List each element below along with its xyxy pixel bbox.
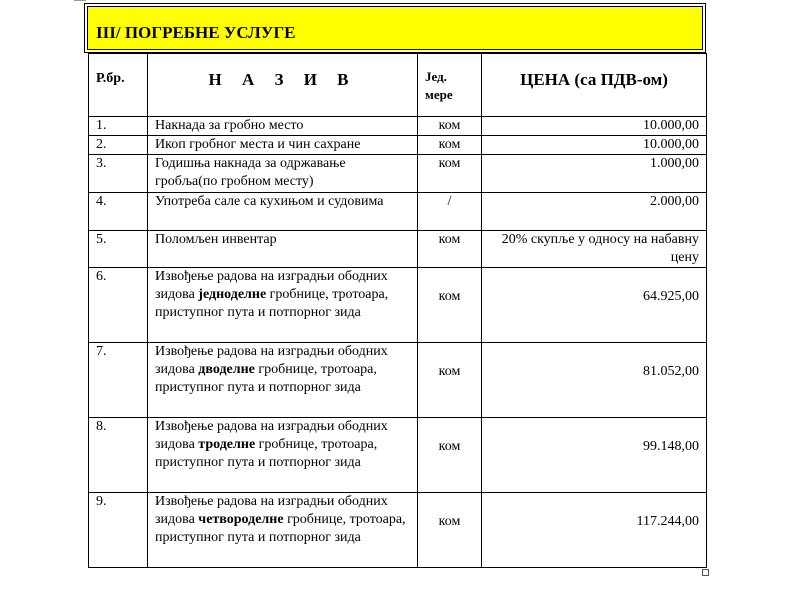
row-name-bold: троделне — [198, 437, 256, 452]
row-price: 64.925,00 — [482, 268, 707, 343]
row-price: 2.000,00 — [482, 193, 707, 231]
row-unit: ком — [418, 343, 482, 418]
row-price: 99.148,00 — [482, 418, 707, 493]
row-num: 3. — [89, 155, 148, 193]
row-unit: ком — [418, 268, 482, 343]
section-banner-fill — [87, 6, 703, 50]
price-table — [88, 53, 707, 568]
row-name — [148, 268, 418, 343]
row-num: 2. — [89, 136, 148, 155]
row-name-text: Извођење радова на изградњи ободних зидова — [155, 344, 388, 377]
row-name-bold: четвороделне — [198, 512, 284, 527]
row-price: 117.244,00 — [482, 493, 707, 568]
row-price: 10.000,00 — [482, 136, 707, 155]
row-name-text: гробнице, тротоара, приступног пута и потпорног зида — [155, 362, 377, 395]
row-unit: / — [418, 193, 482, 231]
row-num: 8. — [89, 418, 148, 493]
row-name: Употреба сале са кухињом и судовима — [148, 193, 418, 231]
header-unit: Јед. мере — [425, 69, 453, 102]
row-num: 4. — [89, 193, 148, 231]
header-unit-cell — [418, 54, 482, 117]
table-row — [89, 268, 707, 343]
row-name-bold: дводелне — [198, 362, 255, 377]
row-name-text: гробнице, тротоара, приступног пута и потпорног зида — [155, 437, 378, 470]
row-name-text: Извођење радова на изградњи ободних зидова — [155, 419, 388, 452]
table-row — [89, 155, 707, 193]
header-num-cell — [89, 54, 148, 117]
row-unit: ком — [418, 117, 482, 136]
row-name: Икоп гробног места и чин сахране — [148, 136, 418, 155]
table-row — [89, 493, 707, 568]
header-name: Н А З И В — [208, 70, 357, 89]
row-price: 10.000,00 — [482, 117, 707, 136]
row-name: Поломљен инвентар — [148, 231, 418, 268]
row-price: 1.000,00 — [482, 155, 707, 193]
table-row — [89, 231, 707, 268]
row-name-text: Извођење радова на изградњи ободних зидова — [155, 269, 388, 302]
header-price-cell — [482, 54, 707, 117]
row-name-text: Извођење радова на изградњи ободних зидова — [155, 494, 388, 527]
row-name-text: гробнице, тротоара, приступног пута и потпорног зида — [155, 287, 389, 320]
row-name: Накнада за гробно место — [148, 117, 418, 136]
table-row — [89, 117, 707, 136]
row-name — [148, 418, 418, 493]
section-banner — [84, 3, 706, 53]
table-row — [89, 418, 707, 493]
table-resize-handle[interactable] — [702, 569, 709, 576]
header-num: Р.бр. — [96, 71, 125, 86]
row-unit: ком — [418, 231, 482, 268]
row-num: 7. — [89, 343, 148, 418]
header-name-cell — [148, 54, 418, 117]
row-num: 9. — [89, 493, 148, 568]
row-num: 1. — [89, 117, 148, 136]
row-unit: ком — [418, 493, 482, 568]
row-unit: ком — [418, 155, 482, 193]
row-unit: ком — [418, 136, 482, 155]
table-header-row — [89, 54, 707, 117]
row-num: 6. — [89, 268, 148, 343]
table-row — [89, 136, 707, 155]
header-price: ЦЕНА (са ПДВ-ом) — [520, 70, 668, 89]
row-name — [148, 343, 418, 418]
row-name-bold: једноделне — [198, 287, 267, 302]
row-name-text: гробнице, тротоара, приступног пута и потпорног зида — [155, 512, 406, 545]
section-title: III/ ПОГРЕБНЕ УСЛУГЕ — [96, 23, 296, 42]
table-row — [89, 193, 707, 231]
row-price: 20% скупље у односу на набавну цену — [482, 231, 707, 268]
row-num: 5. — [89, 231, 148, 268]
table-row — [89, 343, 707, 418]
row-name — [148, 493, 418, 568]
row-unit: ком — [418, 418, 482, 493]
row-price: 81.052,00 — [482, 343, 707, 418]
row-name: Годишња накнада за одржавање гробља(по гробном месту) — [148, 155, 418, 193]
